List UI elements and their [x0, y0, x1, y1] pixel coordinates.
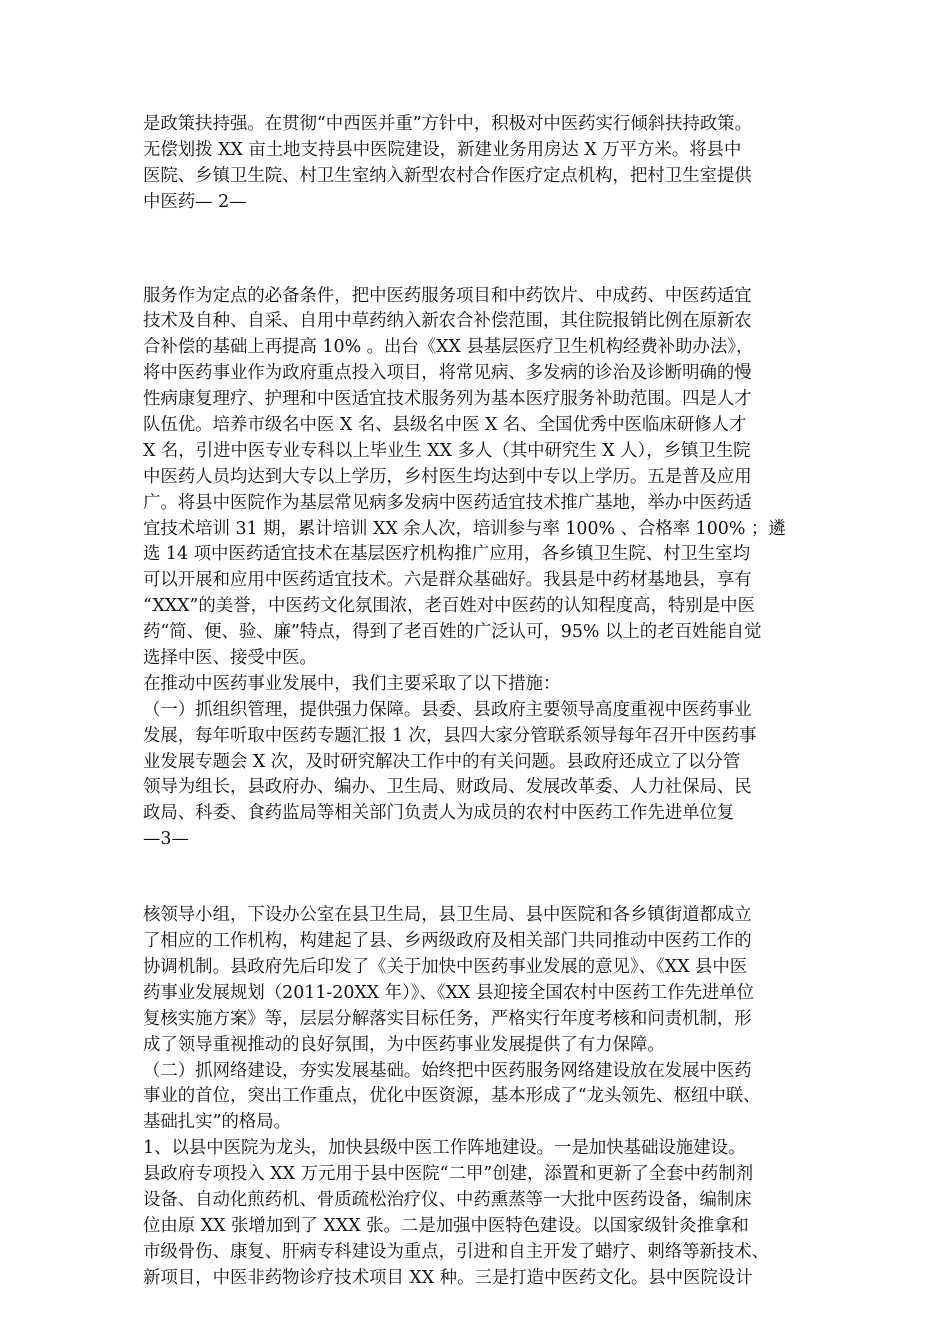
- text-line: 可以开展和应用中医药适宜技术。六是群众基础好。我县是中药材基地县，享有: [143, 570, 752, 591]
- text-line: 医院、乡镇卫生院、村卫生室纳入新型农村合作医疗定点机构，把村卫生室提供: [143, 165, 752, 186]
- text-line: 队伍优。培养市级名中医 X 名、县级名中医 X 名、全国优秀中医临床研修人才: [143, 415, 747, 436]
- text-line: 新项目，中医非药物诊疗技术项目 XX 种。三是打造中医药文化。县中医院设计: [143, 1267, 753, 1288]
- page-number-2: 中医药— 2—: [143, 191, 247, 212]
- text-line: 宜技术培训 31 期，累计培训 XX 余人次，培训参与率 100% 、合格率 100% ；遴: [143, 518, 786, 539]
- text-line: 基础扎实”的格局。: [143, 1112, 292, 1133]
- text-line: （二）抓网络建设，夯实发展基础。始终把中医药服务网络建设放在发展中医药: [143, 1060, 752, 1081]
- text-line: 选 14 项中医药适宜技术在基层医疗机构推广应用，各乡镇卫生院、村卫生室均: [143, 544, 751, 565]
- text-line: 广。将县中医院作为基层常见病多发病中医药适宜技术推广基地，举办中医药适: [143, 492, 752, 513]
- text-line: “XXX”的美誉，中医药文化氛围浓，老百姓对中医药的认知程度高，特别是中医: [143, 596, 755, 617]
- text-line: 服务作为定点的必备条件，把中医药服务项目和中药饮片、中成药、中医药适宜: [143, 285, 752, 306]
- text-line: 将中医药事业作为政府重点投入项目，将常见病、多发病的诊治及诊断明确的慢: [143, 363, 752, 384]
- text-line: 性病康复理疗、护理和中医适宜技术服务列为基本医疗服务补助范围。四是人才: [143, 389, 752, 410]
- document-page: [143, 112, 815, 1292]
- text-line: 政局、科委、食药监局等相关部门负责人为成员的农村中医药工作先进单位复: [143, 803, 735, 824]
- text-line: 设备、自动化煎药机、骨质疏松治疗仪、中药熏蒸等一大批中医药设备，编制床: [143, 1189, 752, 1210]
- text-line: 技术及自种、自采、自用中草药纳入新农合补偿范围，其住院报销比例在原新农: [143, 311, 752, 332]
- text-line: 在推动中医药事业发展中，我们主要采取了以下措施：: [143, 673, 561, 694]
- page-break: [143, 853, 815, 903]
- text-line: 市级骨伤、康复、肝病专科建设为重点，引进和自主开发了蜡疗、刺络等新技术、: [143, 1241, 770, 1262]
- text-line: 成了领导重视推动的良好氛围，为中医药事业发展提供了有力保障。: [143, 1034, 665, 1055]
- text-block-2: [143, 284, 815, 854]
- text-block-3: [143, 903, 815, 1291]
- text-line: 1、以县中医院为龙头，加快县级中医工作阵地建设。一是加快基础设施建设。: [143, 1138, 746, 1159]
- text-line: 是政策扶持强。在贯彻“中西医并重”方针中，积极对中医药实行倾斜扶持政策。: [143, 114, 753, 134]
- text-block-1: [143, 112, 815, 216]
- text-line: 药事业发展规划（2011-20XX 年）》、《XX 县迎接全国农村中医药工作先进单位: [143, 982, 755, 1003]
- text-line: 发展，每年听取中医药专题汇报 1 次，县四大家分管联系领导每年召开中医药事: [143, 725, 757, 746]
- text-line: 了相应的工作机构，构建起了县、乡两级政府及相关部门共同推动中医药工作的: [143, 931, 752, 952]
- text-line: 事业的首位，突出工作重点，优化中医资源，基本形成了“龙头领先、枢纽中联、: [143, 1086, 761, 1107]
- text-line: 领导为组长，县政府办、编办、卫生局、财政局、发展改革委、人力社保局、民: [143, 777, 752, 798]
- text-line: （一）抓组织管理，提供强力保障。县委、县政府主要领导高度重视中医药事业: [143, 699, 752, 720]
- text-line: 业发展专题会 X 次，及时研究解决工作中的有关问题。县政府还成立了以分管: [143, 751, 741, 772]
- text-line: 复核实施方案》等，层层分解落实目标任务，严格实行年度考核和问责机制，形: [143, 1008, 752, 1029]
- page-break: [143, 216, 815, 284]
- text-line: 药“简、便、验、廉”特点，得到了老百姓的广泛认可，95% 以上的老百姓能自觉: [143, 622, 762, 643]
- text-line: X 名，引进中医专业专科以上毕业生 XX 多人（其中研究生 X 人），乡镇卫生院: [143, 440, 751, 461]
- text-line: 协调机制。县政府先后印发了《关于加快中医药事业发展的意见》、《XX 县中医: [143, 956, 748, 977]
- text-line: 核领导小组，下设办公室在县卫生局，县卫生局、县中医院和各乡镇街道都成立: [143, 905, 752, 926]
- text-line: 合补偿的基础上再提高 10% 。出台《XX 县基层医疗卫生机构经费补助办法》，: [143, 337, 754, 358]
- text-line: 无偿划拨 XX 亩土地支持县中医院建设，新建业务用房达 X 万平方米。将县中: [143, 139, 742, 160]
- text-line: 选择中医、接受中医。: [143, 648, 317, 669]
- text-line: 县政府专项投入 XX 万元用于县中医院“二甲”创建，添置和更新了全套中药制剂: [143, 1164, 754, 1185]
- page-number-3: —3—: [143, 829, 189, 850]
- text-line: 中医药人员均达到大专以上学历，乡村医生均达到中专以上学历。五是普及应用: [143, 466, 752, 487]
- text-line: 位由原 XX 张增加到了 XXX 张。二是加强中医特色建设。以国家级针灸推拿和: [143, 1215, 749, 1236]
